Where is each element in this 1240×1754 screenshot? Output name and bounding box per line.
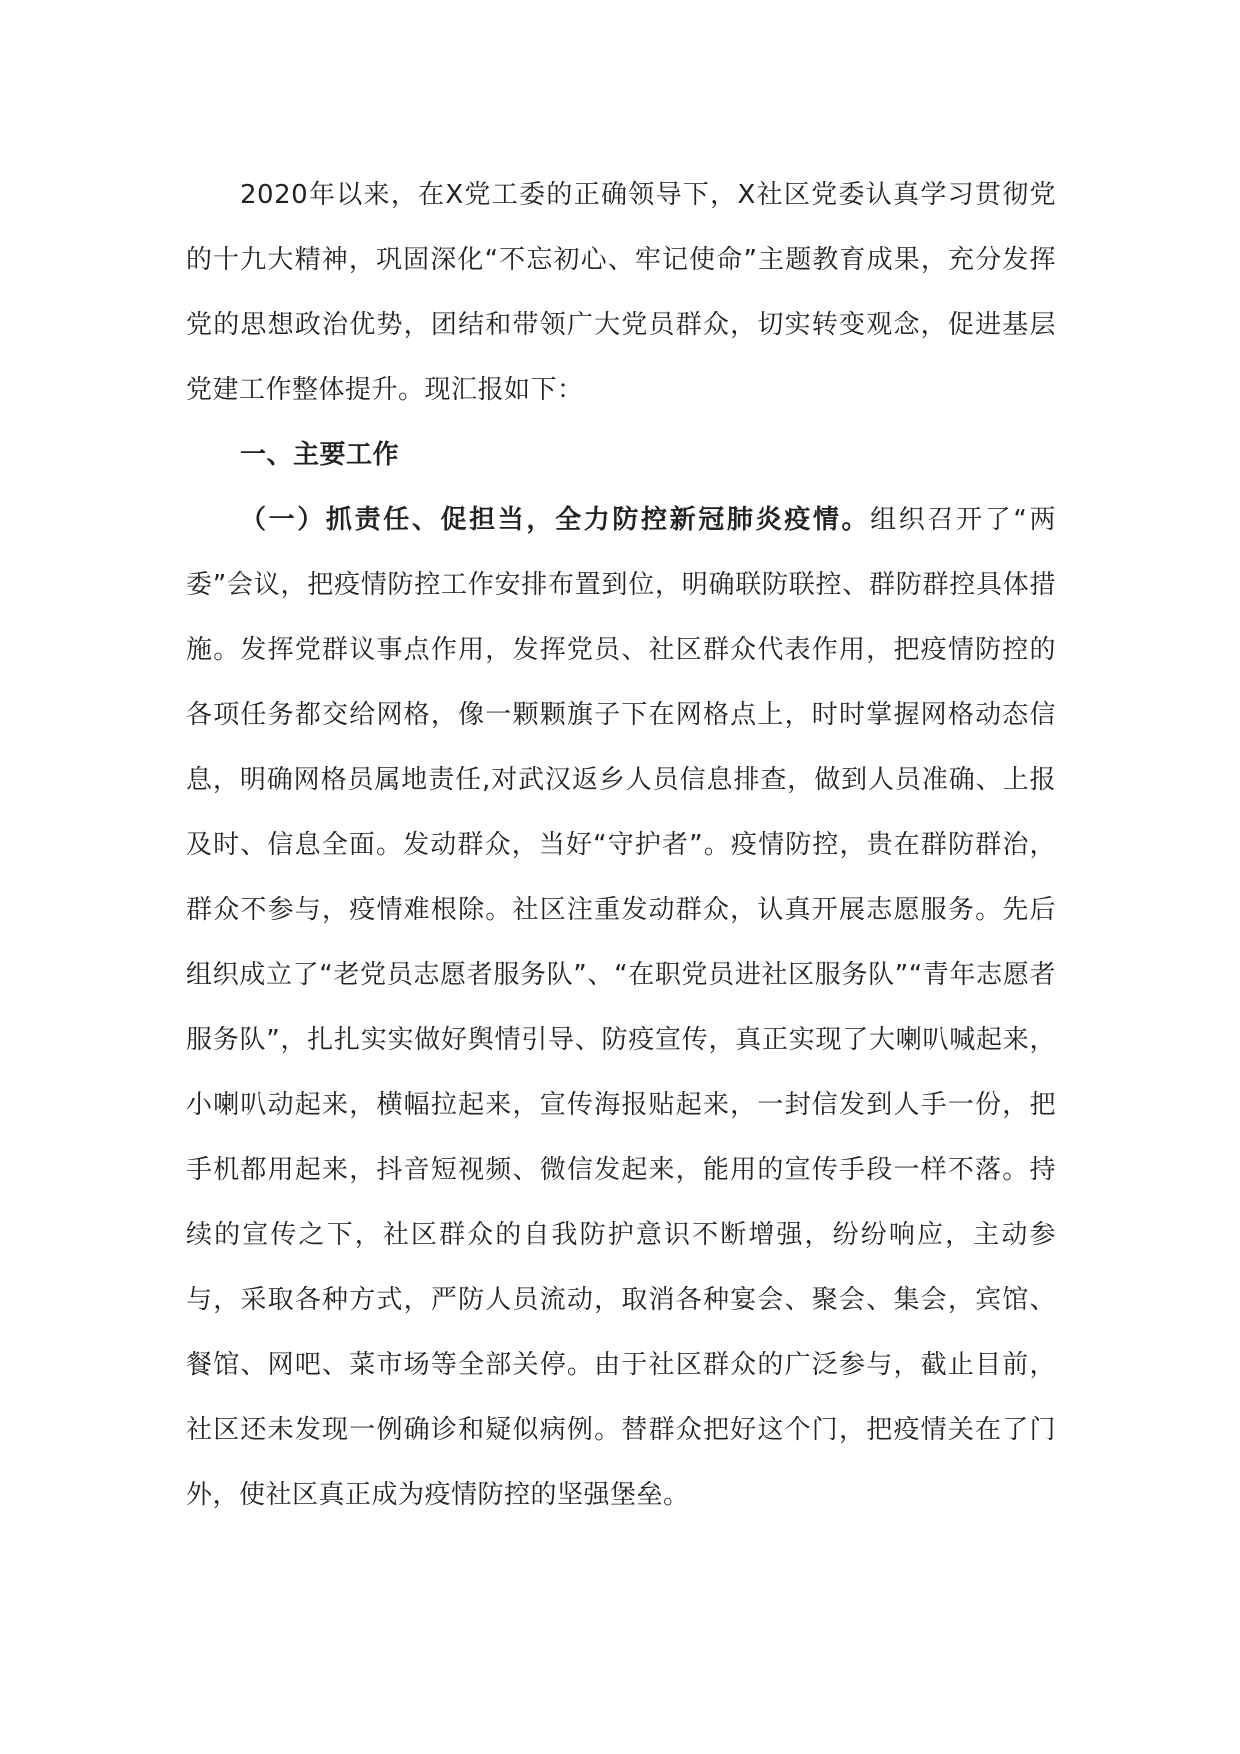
section-heading: 一、主要工作	[240, 440, 400, 470]
subsection-body: 组织召开了“两委”会议，把疫情防控工作安排布置到位，明确联防联控、群防群控具体措施。发挥党群议事点作用，发挥党员、社区群众代表作用，把疫情防控的各项任务都交给网格，像一颗颗旗子下在网格点上，时时掌握网格动态信息，明确网格员属地责任,对武汉返乡人员信息排查，做到人员准确、上报及时、信息全面。发动群众，当好“守护者”。疫情防控，贵在群防群治，群众不参与，疫情难根除。社区注重发动群众，认真开展志愿服务。先后组织成立了“老党员志愿者服务队”、“在职党员进社区服务队”“青年志愿者服务队”，扎扎实实做好舆情引导、防疫宣传，真正实现了大喇叭喊起来，小喇叭动起来，横幅拉起来，宣传海报贴起来，一封信发到人手一份，把手机都用起来，抖音短视频、微信发起来，能用的宣传手段一样不落。持续的宣传之下，社区群众的自我防护意识不断增强，纷纷响应，主动参与，采取各种方式，严防人员流动，取消各种宴会、聚会、集会，宾馆、餐馆、网吧、菜市场等全部关停。由于社区群众的广泛参与，截止目前，社区还未发现一例确诊和疑似病例。替群众把好这个门，把疫情关在了门外，使社区真正成为疫情防控的坚强堡垒。	[186, 505, 1056, 1510]
subsection-paragraph	[186, 488, 1056, 1528]
intro-paragraph: 2020年以来，在X党工委的正确领导下，X社区党委认真学习贯彻党的十九大精神，巩固深化“不忘初心、牢记使命”主题教育成果，充分发挥党的思想政治优势，团结和带领广大党员群众，切实转变观念，促进基层党建工作整体提升。现汇报如下：	[186, 180, 1056, 405]
document-body	[186, 163, 1056, 1528]
subsection-lead: （一）抓责任、促担当，全力防控新冠肺炎疫情。	[240, 505, 871, 535]
